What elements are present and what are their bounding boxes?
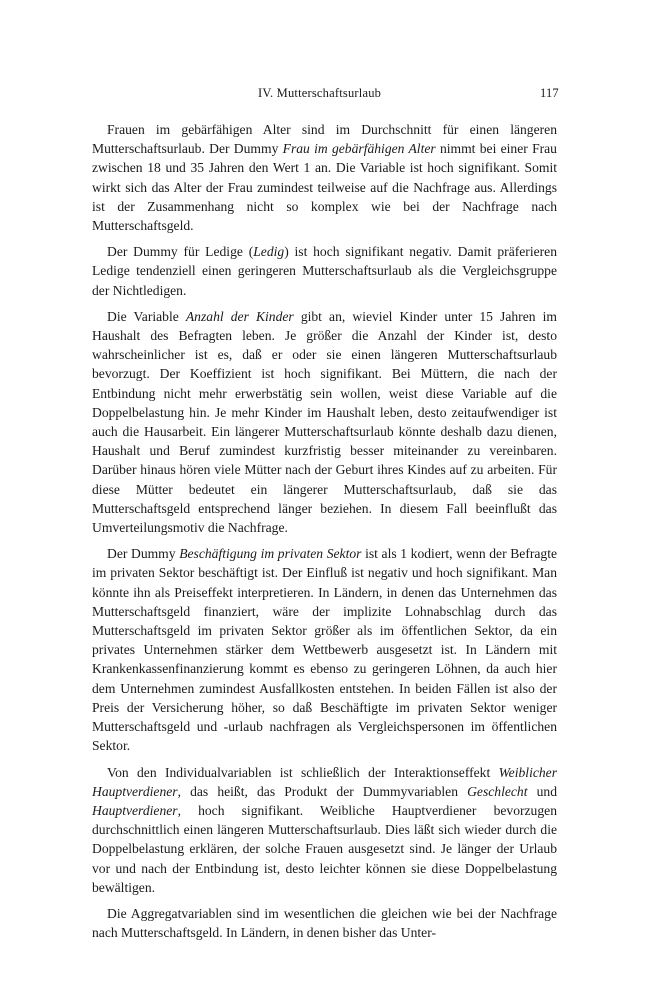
- italic-term: Hauptverdiener: [92, 802, 178, 818]
- page-number: 117: [540, 86, 559, 100]
- italic-term: Ledig: [253, 244, 285, 260]
- text-run: , das heißt, das Produkt der Dummyvariablen: [177, 783, 468, 799]
- paragraph: [92, 544, 557, 755]
- italic-term: Anzahl der Kinder: [185, 308, 294, 324]
- paragraph: [92, 904, 557, 942]
- text-run: , hoch signifikant. Weibliche Hauptverdiener bevorzugen durchschnittlich einen längeren Mutterschaftsurlaub. Dies läßt sich wieder durch die Doppelbelastung erklären, der solche Frauen ausgesetzt sind. Je länger der Urlaub vor und nach der Entbindung ist, desto leichter können sie diese Doppelbelastung bewältigen.: [92, 802, 557, 895]
- italic-term: Frau im gebärfähigen Alter: [282, 141, 436, 157]
- paragraph: [92, 307, 557, 537]
- italic-term: Beschäftigung im privaten Sektor: [179, 546, 362, 562]
- running-header: [0, 86, 650, 106]
- text-run: Die Aggregatvariablen sind im wesentlichen die gleichen wie bei der Nachfrage nach Mutterschaftsgeld. In Ländern, in denen bisher das Unter-: [92, 905, 557, 941]
- text-run: und: [527, 783, 557, 799]
- text-run: ist als 1 kodiert, wenn der Befragte im privaten Sektor beschäftigt ist. Der Einfluß ist negativ und hoch signifikant. Man könnte ihn als Preiseffekt interpretieren. In Ländern, in denen das Unternehmen das Mutterschaftsgeld finanziert, wäre der implizite Lohnabschlag durch das Mutterschaftsgeld im privaten Sektor größer als im öffentlichen Sektor, da ein privates Unternehmen stärker dem Wettbewerb ausgesetzt ist. In Ländern mit Krankenkassenfinanzierung kommt es ebenso zu geringeren Löhnen, da auch hier dem Unternehmen zumindest Ausfallkosten entstehen. In beiden Fällen ist also der Preis der Versicherung höher, so daß Beschäftigte im privaten Sektor weniger Mutterschaftsgeld und -urlaub nachfragen als Vergleichspersonen im öffentlichen Sektor.: [92, 546, 558, 754]
- text-run: gibt an, wieviel Kinder unter 15 Jahren im Haushalt des Befragten leben. Je größer die Anzahl der Kinder ist, desto wahrscheinlicher ist es, daß er oder sie einen längeren Mutterschaftsurlaub bevorzugt. Der Koeffizient ist hoch signifikant. Bei Müttern, die nach der Entbindung nicht mehr erwerbstätig sein wollen, weist diese Variable auf die Doppelbelastung hin. Je mehr Kinder im Haushalt leben, desto zeitaufwendiger ist auch die Hausarbeit. Ein längerer Mutterschaftsurlaub könnte deshalb dazu dienen, Haushalt und Beruf zumindest kurzfristig besser miteinander zu vereinbaren. Darüber hinaus hören viele Mütter nach der Geburt ihres Kindes auf zu arbeiten. Für diese Mütter bedeutet ein längerer Mutterschaftsurlaub, daß sie das Mutterschaftsgeld entsprechend länger beziehen. In diesem Fall beeinflußt das Umverteilungsmotiv die Nachfrage.: [92, 308, 557, 536]
- italic-term: Weiblicher Hauptverdiener: [92, 764, 557, 799]
- paragraph: [92, 242, 557, 300]
- body-text: [92, 120, 557, 949]
- text-run: nimmt bei einer Frau zwischen 18 und 35 Jahren den Wert 1 an. Die Variable ist hoch signifikant. Somit wirkt sich das Alter der Frau zumindest teilweise auf die Nachfrage aus. Allerdings ist der Zusammenhang nicht so komplex wie bei der Nachfrage nach Mutterschaftsgeld.: [92, 141, 557, 234]
- paragraph: [92, 120, 557, 235]
- text-run: Der Dummy für Ledige (: [107, 244, 254, 260]
- text-run: Der Dummy: [107, 546, 180, 562]
- running-header-title: IV. Mutterschaftsurlaub: [258, 86, 382, 100]
- italic-term: Geschlecht: [467, 783, 528, 799]
- text-run: Von den Individualvariablen ist schließlich der Interaktionseffekt: [107, 764, 499, 780]
- text-run: Frauen im gebärfähigen Alter sind im Durchschnitt für einen längeren Mutterschaftsurlaub. Der Dummy: [92, 122, 557, 157]
- paragraph: [92, 763, 557, 897]
- text-run: Die Variable: [107, 308, 186, 324]
- text-run: ) ist hoch signifikant negativ. Damit präferieren Ledige tendenziell einen geringeren Mutterschaftsurlaub als die Vergleichsgruppe der Nichtledigen.: [92, 244, 557, 298]
